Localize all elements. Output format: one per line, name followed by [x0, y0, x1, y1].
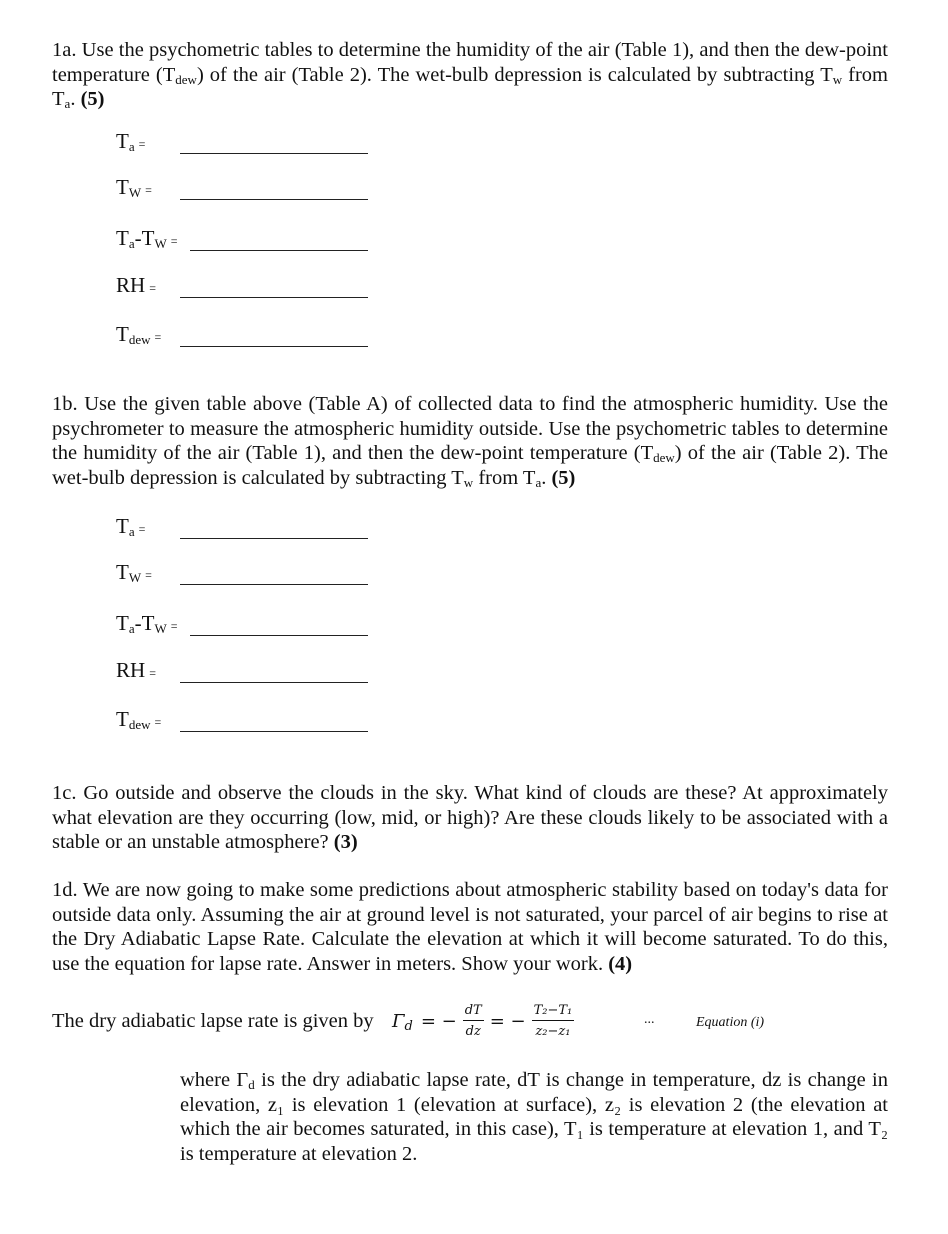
text-run: from T — [473, 466, 536, 489]
subscript: w — [832, 71, 843, 87]
equation-formula — [392, 998, 580, 1044]
label-rest: -T — [134, 611, 155, 635]
text-run: . — [541, 466, 552, 489]
question-1c-text — [52, 781, 888, 855]
subscript: dew — [175, 71, 197, 87]
text-run: 1b. Use the given table above (Table A) of collected data to find the atmospheric humidity. Use the psychrometer to measure the atmospheric humidity outside. Use the psychometric tables to determine the humidity of the air (Table 1), and then the dew-point temperature (T — [52, 393, 888, 464]
text-run: from T — [52, 63, 888, 110]
equals-sign: = — [170, 234, 178, 248]
equals-sign: = — [170, 619, 178, 633]
field-label — [116, 175, 152, 200]
equals-minus-2: = − — [489, 1010, 526, 1032]
answer-blank[interactable] — [180, 199, 368, 200]
numerator: dT — [463, 1003, 484, 1021]
subscript: w — [463, 474, 474, 490]
label-main: T — [116, 175, 129, 199]
subscript: a — [535, 474, 542, 490]
text-run: 1a. Use the psychometric tables to determine the humidity of the air (Table 1), and then the dew-point temperature (T — [52, 39, 888, 86]
equals-sign: = — [149, 281, 156, 295]
answer-field — [116, 223, 368, 253]
text-run: 1d. We are now going to make some predictions about atmospheric stability based on today's data for outside data only. Assuming the air at ground level is not saturated, your parcel of air begins to rise at the Dry Adiabatic Lapse Rate. Calculate the elevation at which it will become saturated. To do this, use the equation for lapse rate. Answer in meters. Show your work. — [52, 879, 888, 975]
text-run: ) of the air (Table 2). The wet-bulb depression is calculated by subtracting T — [196, 63, 833, 86]
answer-field — [116, 126, 368, 156]
label-sub: a — [128, 236, 135, 251]
field-label — [116, 226, 178, 251]
label-main: T — [116, 560, 129, 584]
answer-field — [116, 608, 368, 638]
answer-field — [116, 557, 368, 587]
fraction-temp-elev — [532, 1003, 575, 1039]
field-label — [116, 707, 161, 732]
text-run: is the dry adiabatic lapse rate, dT is change in temperature, dz is change in elevation, z₁ is elevation 1 (elevation at surface), z₂ is elevation 2 (the elevation at which the air becomes saturated, in this case), T₁ is temperature at elevation 1, and T₂ is temperature at elevation 2. — [180, 1069, 888, 1165]
answer-blank[interactable] — [180, 731, 368, 732]
label-sub: a — [128, 621, 135, 636]
label-sub: a — [128, 139, 135, 154]
label-sub: W — [128, 570, 142, 585]
question-1a-text — [52, 38, 888, 112]
label-sub: W — [154, 236, 167, 251]
label-sub: dew — [128, 717, 151, 732]
text-run: where Γ — [180, 1069, 249, 1091]
label-main: T — [116, 611, 129, 635]
answer-field — [116, 511, 368, 541]
label-main: RH — [116, 273, 146, 297]
answer-field — [116, 172, 368, 202]
label-main: T — [116, 226, 129, 250]
label-main: T — [116, 707, 129, 731]
gamma-symbol — [392, 1011, 413, 1032]
denominator: dz — [465, 1024, 481, 1039]
subscript: dew — [653, 450, 675, 465]
label-sub: dew — [128, 332, 151, 347]
label-rest: -T — [134, 226, 155, 250]
answer-field — [116, 704, 368, 734]
field-label — [116, 658, 156, 683]
points-value: (5) — [551, 466, 576, 489]
equals-sign: = — [154, 715, 162, 729]
gamma: Γ — [392, 1010, 405, 1032]
equation-intro: The dry adiabatic lapse rate is given by — [52, 1010, 374, 1032]
text-run: . — [70, 88, 81, 110]
equals-sign: = — [145, 183, 152, 197]
field-label — [116, 514, 145, 539]
text-run: 1c. Go outside and observe the clouds in the sky. What kind of clouds are these? At approximately what elevation are they occurring (low, mid, or high)? Are these clouds likely to be associated with a stable or an unstable atmosphere? — [52, 782, 888, 853]
equals-sign: = — [138, 137, 146, 151]
question-1b-text — [52, 392, 888, 490]
answer-blank[interactable] — [180, 153, 368, 154]
label-main: T — [116, 514, 129, 538]
gamma-sub: d — [404, 1018, 413, 1034]
ellipsis: ... — [644, 1012, 655, 1027]
field-label — [116, 560, 152, 585]
text-run: ) of the air (Table 2). The wet-bulb depression is calculated by subtracting T — [52, 442, 888, 489]
answer-blank[interactable] — [180, 682, 368, 683]
question-1d-text — [52, 878, 888, 976]
label-sub: W — [128, 185, 142, 200]
equals-sign: = — [154, 330, 162, 344]
label-main: RH — [116, 658, 146, 682]
lapse-rate-equation — [52, 998, 892, 1048]
equation-explanation — [180, 1068, 888, 1166]
answer-blank[interactable] — [190, 635, 368, 636]
answer-blank[interactable] — [180, 584, 368, 585]
answer-field — [116, 655, 368, 685]
answer-blank[interactable] — [180, 297, 368, 298]
label-main: T — [116, 129, 129, 153]
points-value: (5) — [80, 88, 105, 110]
numerator: T₂−T₁ — [532, 1003, 575, 1021]
subscript: d — [248, 1077, 255, 1092]
label-main: T — [116, 322, 129, 346]
points-value: (4) — [608, 952, 633, 975]
equals-sign: = — [149, 666, 156, 680]
field-label — [116, 273, 156, 298]
answer-blank[interactable] — [180, 538, 368, 539]
answer-field — [116, 319, 368, 349]
label-sub: W — [154, 621, 167, 636]
equation-label: Equation (i) — [696, 1015, 765, 1030]
subscript: a — [64, 96, 71, 111]
equals-minus-1: = − — [420, 1010, 457, 1032]
equals-sign: = — [138, 522, 146, 536]
points-value: (3) — [333, 831, 358, 853]
answer-blank[interactable] — [180, 346, 368, 347]
denominator: z₂−z₁ — [535, 1024, 571, 1039]
field-label — [116, 322, 161, 347]
field-label — [116, 611, 178, 636]
answer-blank[interactable] — [190, 250, 368, 251]
equals-sign: = — [145, 568, 152, 582]
answer-field — [116, 270, 368, 300]
fraction-dt-dz — [463, 1003, 484, 1039]
field-label — [116, 129, 145, 154]
label-sub: a — [128, 524, 135, 539]
